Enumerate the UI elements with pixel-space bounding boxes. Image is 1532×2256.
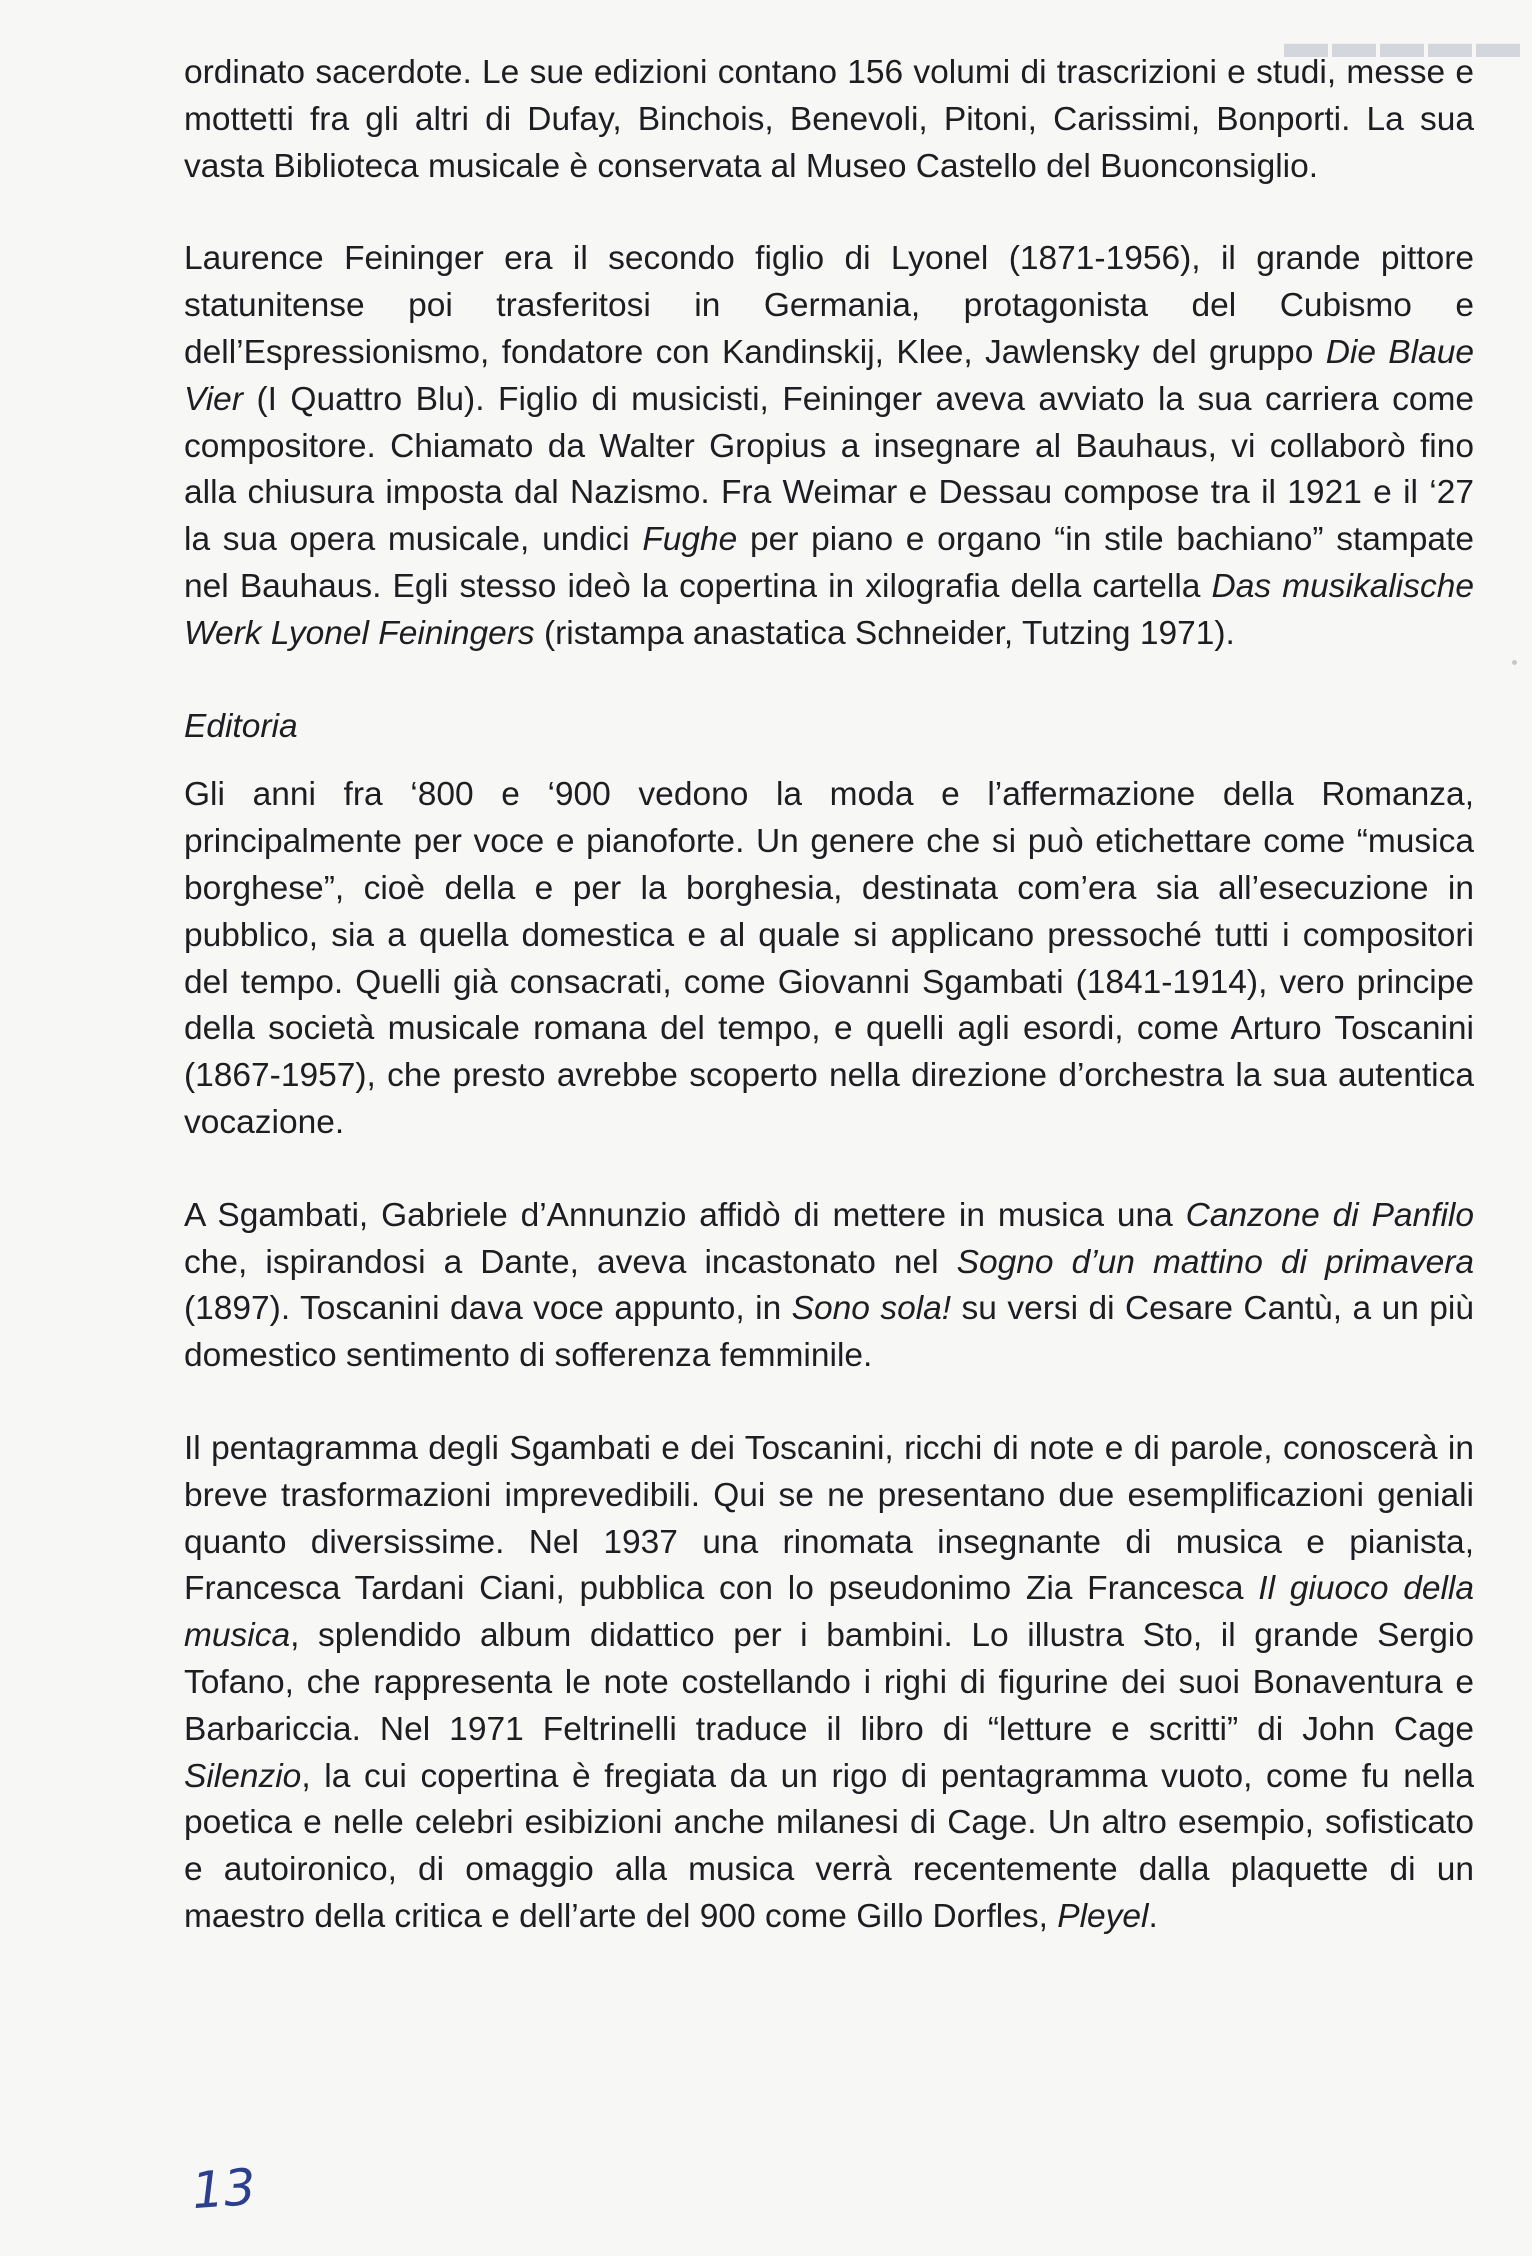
italic-title: Fughe [642,521,738,559]
text-run: Laurence Feininger era il secondo figlio di Lyonel (1871-1956), il grande pittore statunitense poi trasferitosi in Germania, protagonista del Cubismo e dell’Espressionismo, fondatore con Kandinskij, Klee, Jawlensky del gruppo [184,240,1474,371]
text-run: . [1148,1897,1158,1935]
paragraph-feininger-intro: ordinato sacerdote. Le sue edizioni contano 156 volumi di trascrizioni e studi, messe e mottetti fra gli altri di Dufay, Binchois, Benevoli, Pitoni, Carissimi, Bonporti. La sua vasta Biblioteca musicale è conservata al Museo Castello del Buonconsiglio. [184,54,1474,185]
text-run: per piano e organo “in stile bachiano” stampate nel Bauhaus. Egli stesso ideò la copertina in xilografia della cartella [184,521,1474,605]
section-heading-editoria: Editoria [184,707,298,745]
text-run: (1897). Toscanini dava voce appunto, in [184,1290,792,1328]
text-run: che, ispirandosi a Dante, aveva incastonato nel [184,1243,957,1281]
text-run: Il pentagramma degli Sgambati e dei Toscanini, ricchi di note e di parole, conoscerà in breve trasformazioni imprevedibili. Qui se ne presentano due esemplificazioni geniali quanto diversissime. Nel 1937 una rinomata insegnante di musica e pianista, Francesca Tardani Ciani, pubblica con lo pseudonimo Zia Francesca [184,1429,1474,1608]
paragraph-gap [184,190,1474,236]
paragraph-gap [184,1147,1474,1193]
paragraph-pentagramma [184,1426,1474,1941]
text-run: (ristampa anastatica Schneider, Tutzing 1971). [534,614,1235,652]
paragraph-romanza: Gli anni fra ‘800 e ‘900 vedono la moda e l’affermazione della Romanza, principalmente per voce e pianoforte. Un genere che si può etichettare come “musica borghese”, cioè della e per la borghesia, destinata com’era sia all’esecuzione in pubblico, sia a quella domestica e al quale si applicano pressoché tutti i compositori del tempo. Quelli già consacrati, come Giovanni Sgambati (1841-1914), vero principe della società musicale romana del tempo, e quelli agli esordi, come Arturo Toscanini (1867-1957), che presto avrebbe scoperto nella direzione d’orchestra la sua autentica vocazione. [184,776,1474,1141]
page-number-handwritten: 13 [190,2157,258,2221]
paragraph-laurence-feininger [184,236,1474,657]
italic-title: Sono sola! [791,1290,952,1328]
italic-title: Canzone di Panfilo [1185,1196,1474,1234]
text-run: , splendido album didattico per i bambini. Lo illustra Sto, il grande Sergio Tofano, che rappresenta le note costellando i righi di figurine dei suoi Bonaventura e Barbariccia. Nel 1971 Feltrinelli traduce il libro di “letture e scritti” di John Cage [184,1617,1474,1748]
text-run: , la cui copertina è fregiata da un rigo di pentagramma vuoto, come fu nella poetica e nelle celebri esibizioni anche milanesi di Cage. Un altro esempio, sofisticato e autoironico, di omaggio alla musica verrà recentemente dalla plaquette di un maestro della critica e dell’arte del 900 come Gillo Dorfles, [184,1757,1474,1935]
paragraph-gap [184,1380,1474,1426]
paper-speck [1512,660,1517,665]
text-run: (I Quattro Blu). Figlio di musicisti, Feininger aveva avviato la sua carriera come compositore. Chiamato da Walter Gropius a insegnare al Bauhaus, vi collaborò fino alla chiusura imposta dal Nazismo. Fra Weimar e Dessau compose tra il 1921 e il ‘27 la sua opera musicale, undici [184,380,1474,559]
italic-title: Das musikalische Werk Lyonel Feiningers [184,567,1474,652]
paragraph-sgambati [184,1193,1474,1380]
italic-title: Il giuoco della musica [184,1570,1474,1655]
italic-title: Sogno d’un mattino di primavera [956,1243,1474,1281]
text-column [184,50,1474,1941]
italic-title: Silenzio [184,1757,302,1795]
paragraph-gap [184,750,1474,772]
italic-title: Die Blaue Vier [184,333,1474,418]
italic-title: Pleyel [1057,1897,1149,1935]
text-run: A Sgambati, Gabriele d’Annunzio affidò di mettere in musica una [184,1196,1186,1234]
text-run: su versi di Cesare Cantù, a un più domestico sentimento di sofferenza femminile. [184,1290,1474,1375]
show-through-text: ▬▬▬▬▬ [1280,20,1520,66]
paragraph-gap [184,658,1474,704]
